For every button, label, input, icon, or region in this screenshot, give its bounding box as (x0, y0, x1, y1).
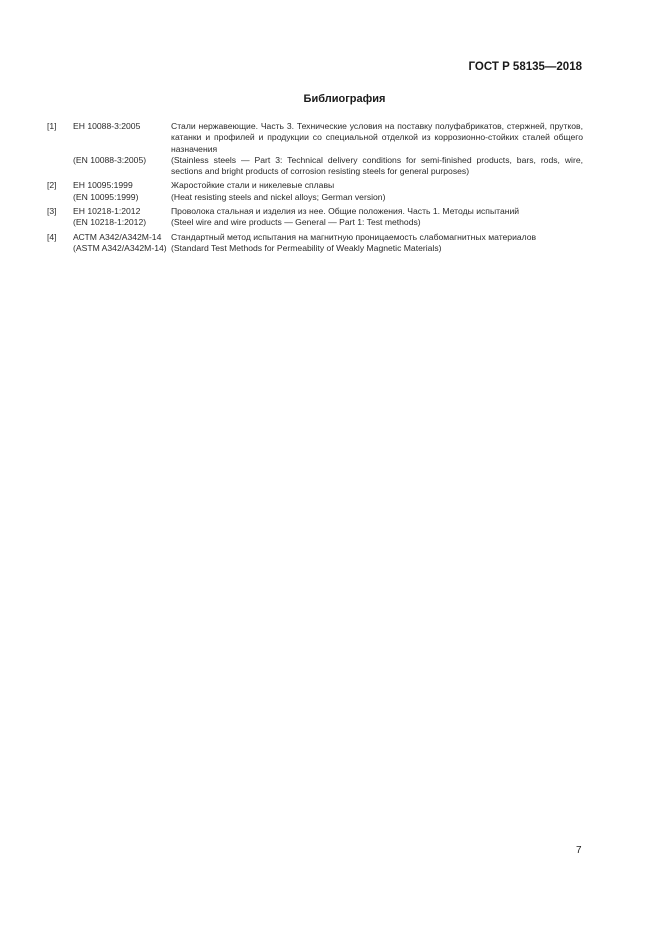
entry-number: [4] (47, 231, 57, 242)
entry-code-ru: АСТМ А342/А342М-14 (73, 231, 162, 242)
entry-title-ru: Стандартный метод испытания на магнитную проницаемость слабомагнитных материалов (171, 231, 537, 242)
entry-title-en: (Heat resisting steels and nickel alloys; German version) (171, 191, 386, 202)
entry-code-ru: ЕН 10218-1:2012 (73, 206, 141, 217)
entry-title-en: (Stainless steels — Part 3: Technical delivery conditions for semi-finished products, bars, rods, wire, sections and bright products of corrosion resisting steels for general purposes) (171, 154, 583, 177)
entry-title-ru: Проволока стальная и изделия из нее. Общие положения. Часть 1. Методы испытаний (171, 206, 520, 217)
bibliography-entry-3 (47, 206, 583, 229)
entry-number: [1] (47, 121, 57, 131)
entry-number: [2] (47, 180, 57, 191)
bibliography-title: Библиография (303, 93, 386, 105)
entry-title-ru: Жаростойкие стали и никелевые сплавы (171, 180, 335, 191)
bibliography-entry-4 (47, 232, 583, 255)
entry-code-en: (ASTM A342/A342M-14) (73, 242, 167, 253)
entry-code-en: (EN 10218-1:2012) (73, 217, 147, 228)
entry-title-en: (Steel wire and wire products — General — Part 1: Test methods) (171, 217, 421, 228)
entry-code-ru: ЕН 10088-3:2005 (73, 121, 141, 131)
page-number: 7 (576, 845, 582, 856)
entry-code-en: (EN 10088-3:2005) (73, 154, 147, 165)
entry-title-en: (Standard Test Methods for Permeability of Weakly Magnetic Materials) (171, 242, 442, 253)
document-header-standard-id: ГОСТ Р 58135—2018 (468, 61, 582, 73)
bibliography-entry-2 (47, 180, 583, 203)
bibliography-list (47, 121, 583, 257)
entry-number: [3] (47, 206, 57, 217)
entry-code-en: (EN 10095:1999) (73, 191, 139, 202)
bibliography-entry-1 (47, 121, 583, 177)
entry-title-ru: Стали нержавеющие. Часть 3. Технические условия на поставку полуфабрикатов, стержней, прутков, катанки и профилей и продукции со специальной отделкой из коррозионно-стойких сталей общего назначения (171, 121, 583, 154)
entry-code-ru: ЕН 10095:1999 (73, 180, 133, 191)
